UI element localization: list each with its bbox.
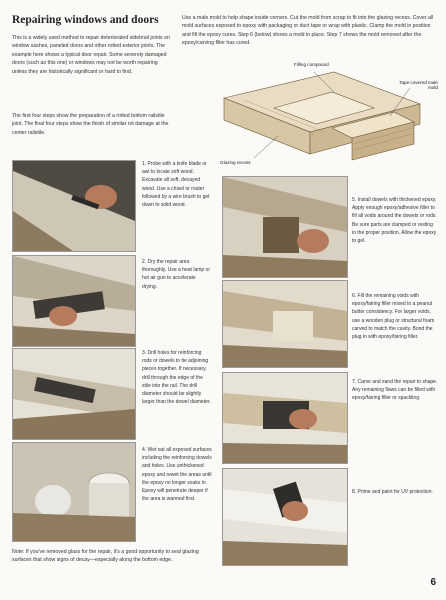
step-2-caption: 2. Dry the repair area thoroughly. Use a heat lamp or hot air gun to accelerate drying. xyxy=(142,259,211,290)
step-3-caption: 3. Drill holes for reinforcing rods or dowels to tie adjoining pieces together. If necessary, drill through the edge of the stile into the rail. The drill diameter should be slightly larger than the dowel diameter. xyxy=(142,350,211,406)
step-4-caption: 4. Wet out all exposed surfaces including the reinforcing dowels and holes. Use unthickened epoxy and rewet the areas until the epoxy no longer soaks in. Epoxy will penetrate deeper if the area is warmed first. xyxy=(142,447,212,503)
mold-diagram xyxy=(214,58,440,170)
photo-step-3 xyxy=(12,348,136,440)
step-5-caption: 5. Install dowels with thickened epoxy. Apply enough epoxy/adhesive filler to fill all voids around the dowels or rods. Be sure parts are clamped or resting in the proper position. Allow the epoxy to gel. xyxy=(352,197,437,245)
label-filling-compound: Filling compound xyxy=(294,62,329,67)
label-tape-mold: Tape covered male mold xyxy=(399,80,438,90)
photo-step-5 xyxy=(222,176,348,278)
intro-paragraph-2: The first four steps show the preparation of a rotted bottom railstile joint. The final four steps show the finish of similar rot damage at the center railstile. xyxy=(12,113,169,136)
photo-step-2 xyxy=(12,255,136,347)
page-title: Repairing windows and doors xyxy=(12,14,159,26)
photo-step-7 xyxy=(222,372,348,464)
intro-paragraph: This is a widely used method to repair deteriorated sidebrail joints on window sashes, paneled doors and other rotted exterior joints. The example here shows a typical door repair. Some severely damaged doors (such as this one) or windows may not be worth repairing unless they are historically significant or hard to find. xyxy=(12,35,170,75)
glazing-note: Note: If you've removed glass for the repair, it's a good opportunity to seal glazing surfaces that show signs of decay—especially along the bottom edge. xyxy=(12,549,199,564)
mold-diagram-drawing xyxy=(214,58,440,170)
step-6-caption: 6. Fill the remaining voids with epoxy/fairing filler mixed to a peanut butter consistency. For larger voids, use a wooden plug or structural foam carved to match the cavity. Bond the plug in with epoxy/fairing filler. xyxy=(352,293,435,341)
step-1-caption: 1. Probe with a knife blade or awl to locate soft wood. Excavate all soft, decayed wood. Use a chisel or router followed by a wire brush to get down to solid wood. xyxy=(142,161,210,209)
page-number: 6 xyxy=(430,577,436,588)
step-7-caption: 7. Carve and sand the repair to shape. Any remaining flaws can be filled with epoxy/fairing filler or spackling. xyxy=(352,379,438,402)
step-8-caption: 8. Prime and paint for UV protection. xyxy=(352,489,433,495)
photo-step-1 xyxy=(12,160,136,252)
photo-step-4 xyxy=(12,442,136,542)
right-intro-paragraph: Use a male mold to help shape inside corners. Cut the mold from scrap to fit into the glazing recess. Cover all mold surfaces exposed to epoxy with packaging or duct tape or wrap with plastic. Clamp the mold in position and fill the epoxy cures. Step 6 (below) shows a mold in place. Step 7 shows the mold removed after the epoxy/carving filler has cured. xyxy=(182,15,434,47)
photo-step-6 xyxy=(222,280,348,368)
label-glazing-recess: Glazing recess xyxy=(220,160,251,165)
photo-step-8 xyxy=(222,468,348,566)
